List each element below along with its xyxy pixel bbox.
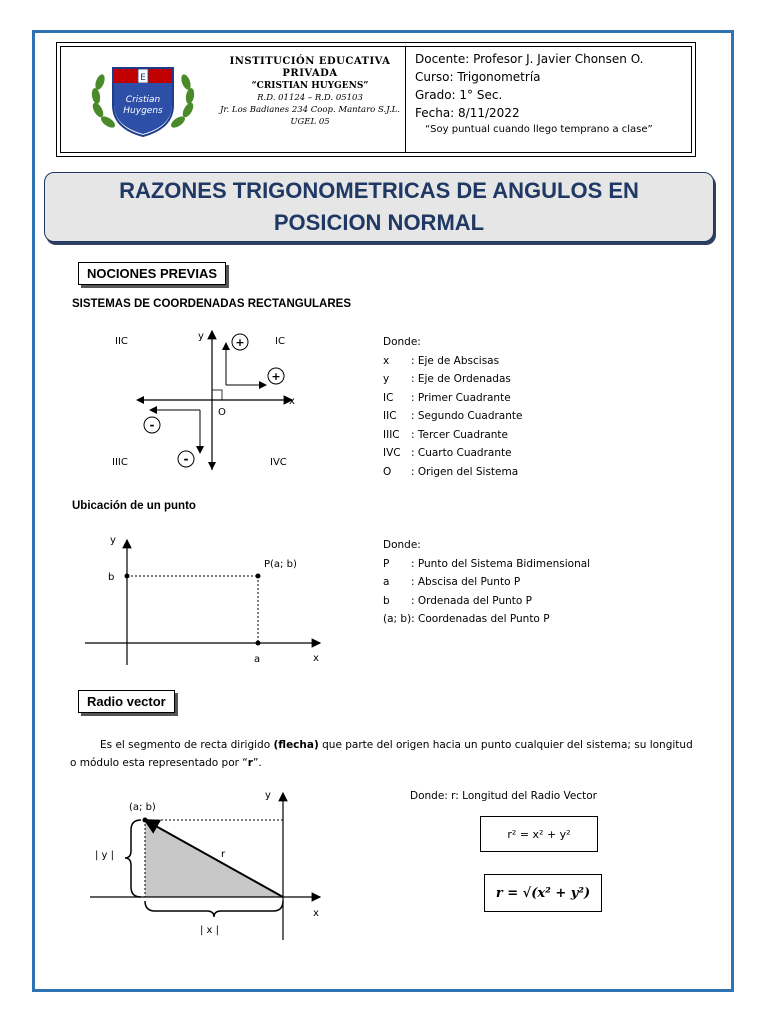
- def-row: IIIC : Tercer Cuadrante: [383, 428, 509, 441]
- y-axis-label: y: [110, 535, 116, 546]
- radio-vector-paragraph: Es el segmento de recta dirigido (flecha) que parte del origen hacia un punto cualquier del sistema; su longitud o módulo esta representado por “r”.: [70, 739, 693, 769]
- course-name: Curso: Trigonometría: [415, 70, 541, 84]
- formula-squared: r² = x² + y²: [507, 827, 571, 841]
- formula-root: r = √(x² + y²): [495, 885, 591, 901]
- def-row: IIC : Segundo Cuadrante: [383, 410, 523, 422]
- logo-letter: E: [140, 73, 146, 83]
- formula-box-squared: [480, 816, 598, 852]
- a-label: a: [254, 654, 261, 665]
- section-label-nociones: NOCIONES PREVIAS: [78, 262, 226, 285]
- course-info: [415, 50, 644, 122]
- header-divider: [405, 46, 406, 153]
- x-axis-label: x: [313, 908, 319, 919]
- origin-label: O: [218, 407, 226, 418]
- page-title: RAZONES TRIGONOMETRICAS DE ANGULOS EN POSICION NORMAL: [119, 178, 639, 235]
- motto: “Soy puntual cuando llego temprano a clase”: [425, 124, 653, 135]
- grade: Grado: 1° Sec.: [415, 88, 503, 102]
- teacher-name: Docente: Profesor J. Javier Chonsen O.: [415, 52, 644, 66]
- plus-sign-up: +: [235, 336, 245, 349]
- def-row: IC : Primer Cuadrante: [383, 391, 511, 404]
- school-logo: [88, 60, 198, 140]
- q2-label: IIC: [115, 336, 128, 347]
- formula-box-root: [484, 874, 602, 912]
- institution-line2: PRIVADA: [282, 68, 338, 79]
- minus-sign-left: -: [149, 418, 155, 432]
- q1-label: IC: [275, 336, 285, 347]
- section-label-radio: Radio vector: [78, 690, 175, 713]
- definitions-point: [383, 536, 590, 629]
- q3-label: IIIC: [112, 457, 128, 468]
- x-axis-label: x: [289, 396, 295, 407]
- def-row: a : Abscisa del Punto P: [383, 576, 521, 588]
- y-axis-label: y: [198, 331, 204, 342]
- definitions-coordinates: [383, 333, 522, 481]
- institution-line1: INSTITUCIÓN EDUCATIVA: [229, 56, 391, 67]
- y-axis-label: y: [265, 790, 271, 801]
- def-row: P : Punto del Sistema Bidimensional: [383, 557, 591, 570]
- def-row: y : Eje de Ordenadas: [383, 373, 511, 385]
- radio-vector-definition: Donde: r: Longitud del Radio Vector: [410, 790, 597, 802]
- ugel: UGEL 05: [290, 117, 330, 127]
- def-row: x : Eje de Abscisas: [383, 354, 500, 367]
- def-row: IVC : Cuarto Cuadrante: [383, 447, 512, 459]
- title-banner: [44, 172, 714, 242]
- logo-text-2: Huygens: [123, 106, 163, 116]
- donde-label: Donde:: [383, 336, 421, 348]
- abs-x-label: | x |: [200, 925, 220, 936]
- def-row: O : Origen del Sistema: [383, 465, 519, 478]
- quadrant-diagram: [100, 325, 320, 475]
- def-row: b : Ordenada del Punto P: [383, 594, 532, 607]
- q4-label: IVC: [270, 457, 287, 468]
- minus-sign-down: -: [183, 452, 189, 466]
- x-axis-label: x: [313, 653, 319, 664]
- donde-label: Donde:: [383, 539, 421, 551]
- point-diagram: [80, 530, 340, 670]
- school-name: “CRISTIAN HUYGENS”: [251, 81, 369, 91]
- subheading-point: Ubicación de un punto: [72, 500, 196, 512]
- logo-text-1: Cristian: [125, 95, 161, 105]
- def-row: (a; b): Coordenadas del Punto P: [383, 613, 550, 625]
- resolution: R.D. 01124 – R.D. 05103: [257, 93, 363, 103]
- address: Jr. Los Badianes 234 Coop. Mantaro S.J.L.: [219, 105, 400, 115]
- point-label: P(a; b): [264, 559, 297, 570]
- point-label: (a; b): [129, 802, 156, 813]
- b-label: b: [108, 572, 115, 583]
- plus-sign-right: +: [271, 370, 281, 383]
- radio-vector-diagram: [85, 785, 335, 945]
- institution-block: [215, 56, 405, 128]
- r-label: r: [221, 849, 226, 860]
- abs-y-label: | y |: [95, 850, 115, 861]
- subheading-coordinates: SISTEMAS DE COORDENADAS RECTANGULARES: [72, 298, 351, 310]
- date: Fecha: 8/11/2022: [415, 106, 520, 120]
